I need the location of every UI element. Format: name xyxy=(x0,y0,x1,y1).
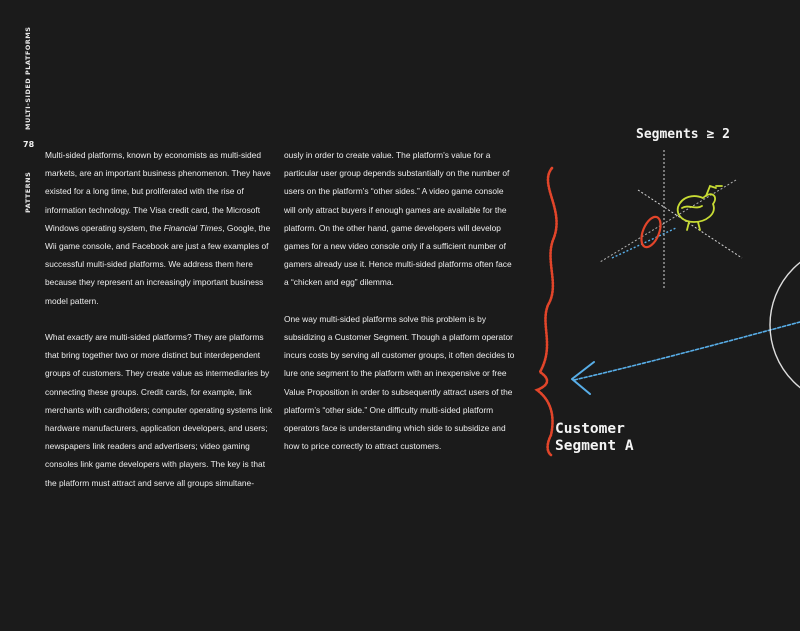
pattern-label: PATTERNS xyxy=(24,171,32,213)
customer-label-line-1: Customer xyxy=(555,421,625,437)
paragraph-1: Multi-sided platforms, known by economists as multi-sided markets, are an important business phenomenon. They have existed for a long time, but proliferated with the rise of information technology. The Visa credit card, the Microsoft Windows operating system, the Financial Times, Google, the Wii game console, and Facebook are just a few examples of successful multi-sided platforms. We address them here because they represent an increasingly important business model pattern. xyxy=(45,150,271,306)
partial-circle xyxy=(770,245,800,405)
arrow-head xyxy=(572,362,594,394)
paragraph-3: ously in order to create value. The platform’s value for a particular user group depends substantially on the number of users on the platform’s “other sides.” A video game console will only attract buyers if enough games are available for the platform. On the other hand, game developers will develop games for a new video console only if a sufficient number of gamers already use it. Hence multi-sided platforms often face a “chicken and egg” dilemma. xyxy=(284,150,512,288)
page-number: 78 xyxy=(23,140,35,149)
section-label: MULTI-SIDED PLATFORMS xyxy=(24,26,32,130)
customer-label-line-2: Segment A xyxy=(555,438,634,454)
segment-line-diagonal-2 xyxy=(600,180,736,262)
segments-label: Segments ≥ 2 xyxy=(636,127,730,142)
customer-segment-label xyxy=(555,421,634,455)
paragraph-4: One way multi-sided platforms solve this problem is by subsidizing a Customer Segment. Though a platform operator incurs costs by serving all customer groups, it often decides to lure one segment to the platform with an inexpensive or free Value Proposition in order to subsequently attract users of the platform’s “other side.” One difficulty multi-sided platform operators face is understanding which side to subsidize and how to price correctly to attract customers. xyxy=(284,313,515,452)
egg-icon xyxy=(638,214,665,250)
arrow-shaft xyxy=(574,322,800,380)
blue-chalk-line xyxy=(612,228,676,258)
curly-brace xyxy=(537,168,557,455)
segment-line-diagonal xyxy=(638,190,742,258)
paragraph-2: What exactly are multi-sided platforms? They are platforms that bring together two or more distinct but interdependent groups of customers. They create value as intermediaries by connecting these groups. Credit cards, for example, link merchants with cardholders; computer operating systems link hardware manufacturers, application developers, and users; newspapers link readers and advertisers; video gaming consoles link game developers with players. The key is that the platform must attract and serve all groups simultane- xyxy=(45,332,273,488)
